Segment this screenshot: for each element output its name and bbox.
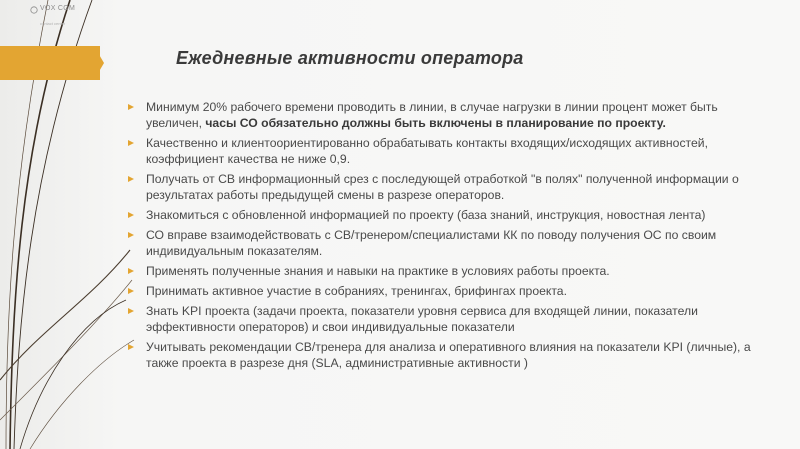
logo-text: VOX COM: [40, 5, 76, 12]
bullet-arrow-icon: [128, 344, 134, 350]
curve-stroke: [0, 250, 130, 380]
bullet-arrow-icon: [128, 140, 134, 146]
bullet-arrow-icon: [128, 288, 134, 294]
title-accent-tab: [0, 46, 100, 80]
bullet-text: Применять полученные знания и навыки на практике в условиях работы проекта.: [146, 264, 610, 278]
bullet-text: Минимум 20% рабочего времени проводить в линии, в случае нагрузки в линии процент может быть увеличен,: [146, 100, 718, 130]
bullet-text: Качественно и клиентоориентированно обрабатывать контакты входящих/исходящих активностей, коэффициент качества не ниже 0,9.: [146, 136, 708, 166]
bullet-item: [126, 207, 766, 223]
bullet-item: [126, 227, 766, 259]
bullet-arrow-icon: [128, 308, 134, 314]
bullet-text: Знать KPI проекта (задачи проекта, показатели уровня сервиса для входящей линии, показатели эффективности операторов) и свои индивидуальные показатели: [146, 304, 698, 334]
bullet-item: [126, 339, 766, 371]
bullet-text: Учитывать рекомендации СВ/тренера для анализа и оперативного влияния на показатели KPI (личные), а также проекта в разрезе дня (SLA, административные активности ): [146, 340, 751, 370]
bullet-text: Получать от СВ информационный срез с последующей отработкой "в полях" полученной информации о результатах работы предыдущей смены в разрезе операторов.: [146, 172, 739, 202]
curve-stroke: [20, 300, 126, 449]
bullet-item: [126, 283, 766, 299]
curve-stroke: [30, 340, 134, 449]
bullet-arrow-icon: [128, 232, 134, 238]
bullet-text: Знакомиться с обновленной информацией по проекту (база знаний, инструкция, новостная лента): [146, 208, 706, 222]
bullet-text: Принимать активное участие в собраниях, тренингах, брифингах проекта.: [146, 284, 567, 298]
bullet-arrow-icon: [128, 176, 134, 182]
bullet-arrow-icon: [128, 268, 134, 274]
bullet-item: [126, 99, 766, 131]
logo-subtitle: contact center: [40, 21, 66, 26]
bullet-list: [126, 99, 766, 375]
bullet-text: СО вправе взаимодействовать с СВ/тренером/специалистами КК по поводу получения ОС по своим индивидуальным показателям.: [146, 228, 717, 258]
bullet-arrow-icon: [128, 212, 134, 218]
bullet-bold-text: часы СО обязательно должны быть включены в планирование по проекту.: [205, 116, 666, 130]
slide-title: Ежедневные активности оператора: [176, 48, 524, 68]
logo-mark: [31, 7, 37, 13]
bullet-item: [126, 303, 766, 335]
bullet-item: [126, 135, 766, 167]
bullet-arrow-icon: [128, 104, 134, 110]
curve-stroke: [0, 280, 132, 420]
bullet-item: [126, 171, 766, 203]
bullet-item: [126, 263, 766, 279]
